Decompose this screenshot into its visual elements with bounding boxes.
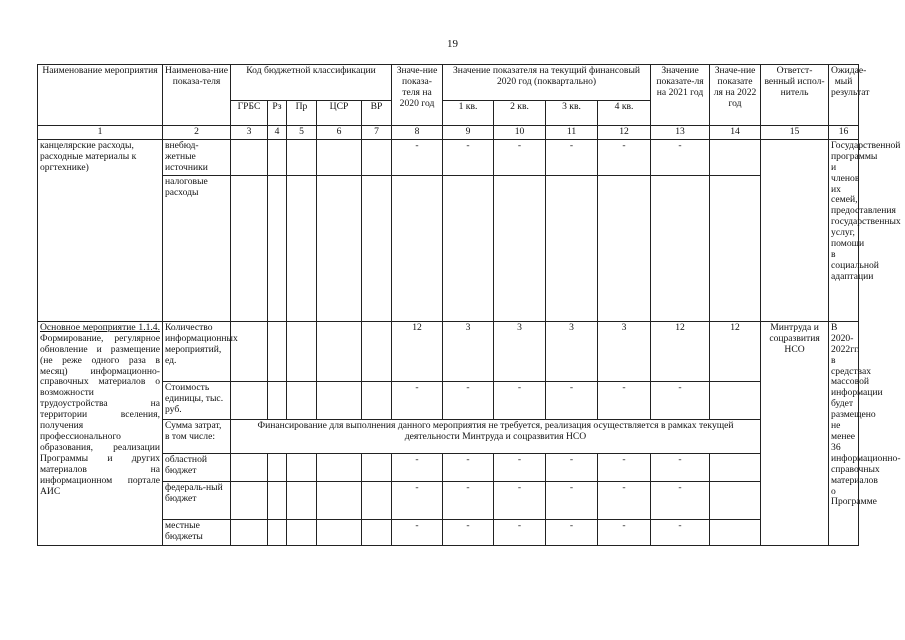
value-cell [710, 481, 761, 519]
value-cell: - [598, 381, 651, 419]
header-q2: 2 кв. [494, 101, 546, 126]
indicator-name: федераль-ный бюджет [163, 481, 231, 519]
value-cell: - [494, 139, 546, 175]
header-grbs: ГРБС [231, 101, 268, 126]
header-vr: ВР [362, 101, 392, 126]
col-number: 12 [598, 126, 651, 140]
event-name [38, 321, 163, 545]
value-cell: - [392, 139, 443, 175]
financing-note: Финансирование для выполнения данного мероприятия не требуется, реализация осуществляется в рамках текущей деятельности Минтруда и соцразвития НСО [231, 419, 761, 453]
value-cell: - [651, 519, 710, 545]
expected-result: В 2020-2022гг. в средствах массовой информации будет размещено не менее 36 информационно-справочных материалов о Программе [829, 321, 859, 545]
value-cell: - [598, 453, 651, 481]
value-cell: - [494, 381, 546, 419]
col-number: 11 [546, 126, 598, 140]
col-number: 4 [268, 126, 287, 140]
value-cell: - [443, 453, 494, 481]
col-number: 2 [163, 126, 231, 140]
value-cell: - [392, 381, 443, 419]
col-number: 16 [829, 126, 859, 140]
value-cell: - [392, 481, 443, 519]
col-number: 7 [362, 126, 392, 140]
value-cell: - [546, 519, 598, 545]
header-pr: Пр [287, 101, 317, 126]
indicator-name: налоговые расходы [163, 175, 231, 321]
table-row [38, 139, 859, 175]
column-numbers-row [38, 126, 859, 140]
indicator-name: местные бюджеты [163, 519, 231, 545]
value-cell: - [651, 381, 710, 419]
value-cell: 3 [598, 321, 651, 381]
value-cell: - [598, 519, 651, 545]
col-number: 3 [231, 126, 268, 140]
indicator-name: Сумма затрат, в том числе: [163, 419, 231, 453]
value-cell: 3 [443, 321, 494, 381]
value-cell: - [443, 481, 494, 519]
header-budget-code: Код бюджетной классификации [231, 65, 392, 101]
value-cell: - [651, 139, 710, 175]
value-cell: - [494, 481, 546, 519]
col-number: 8 [392, 126, 443, 140]
header-q4: 4 кв. [598, 101, 651, 126]
header-event-name: Наименование мероприятия [38, 65, 163, 126]
measures-table [37, 64, 901, 546]
value-cell: - [546, 139, 598, 175]
page-number: 19 [447, 38, 458, 50]
event-title: Основное мероприятие 1.1.4. [40, 321, 160, 333]
indicator-name: областной бюджет [163, 453, 231, 481]
value-cell [710, 381, 761, 419]
value-cell: - [392, 519, 443, 545]
header-result: Ожидае-мый результат [829, 65, 859, 126]
col-number: 14 [710, 126, 761, 140]
value-cell: - [546, 381, 598, 419]
value-cell: - [392, 453, 443, 481]
executor: Минтруда и соцразвития НСО [761, 321, 829, 545]
value-cell: - [494, 453, 546, 481]
value-cell: 3 [546, 321, 598, 381]
value-cell [710, 453, 761, 481]
col-number: 6 [317, 126, 362, 140]
header-csr: ЦСР [317, 101, 362, 126]
col-number: 15 [761, 126, 829, 140]
value-cell: - [546, 481, 598, 519]
header-executor: Ответст-венный испол-нитель [761, 65, 829, 126]
value-cell: 3 [494, 321, 546, 381]
header-indicator-name: Наименова-ние показа-теля [163, 65, 231, 126]
col-number: 10 [494, 126, 546, 140]
value-cell: - [651, 453, 710, 481]
value-cell: - [598, 139, 651, 175]
indicator-name: Стоимость единицы, тыс. руб. [163, 381, 231, 419]
value-cell: 12 [651, 321, 710, 381]
value-cell: - [494, 519, 546, 545]
value-cell: - [651, 481, 710, 519]
event-text: Формирование, регулярное обновление и размещение (не реже одного раза в месяц) информационно-справочных материалов о возможности трудоустройства на территории вселения, получения профессионального образования, реализации Программы и других материалов на информационном портале АИС [40, 332, 160, 497]
indicator-name: Количество информационных мероприятий, ед. [163, 321, 231, 381]
col-number: 5 [287, 126, 317, 140]
header-value-2021: Значение показате-ля на 2021 год [651, 65, 710, 126]
indicator-name: внебюд-жетные источники [163, 139, 231, 175]
col-number: 13 [651, 126, 710, 140]
value-cell: 12 [392, 321, 443, 381]
table-row [38, 321, 859, 381]
value-cell: - [546, 453, 598, 481]
value-cell: - [443, 139, 494, 175]
col-number: 9 [443, 126, 494, 140]
header-q1: 1 кв. [443, 101, 494, 126]
header-value-2020: Значе-ние показа-теля на 2020 год [392, 65, 443, 126]
header-q3: 3 кв. [546, 101, 598, 126]
header-current-year: Значение показателя на текущий финансовый 2020 год (поквартально) [443, 65, 651, 101]
header-value-2022: Значе-ние показате ля на 2022 год [710, 65, 761, 126]
expected-result: Государственной программы и членов их семей, предоставления государственных услуг, помощи в социальной адаптации [829, 139, 859, 321]
event-name: канцелярские расходы, расходные материалы к оргтехнике) [38, 139, 163, 321]
value-cell: 12 [710, 321, 761, 381]
col-number: 1 [38, 126, 163, 140]
value-cell: - [598, 481, 651, 519]
value-cell [710, 139, 761, 175]
header-rz: Рз [268, 101, 287, 126]
value-cell: - [443, 381, 494, 419]
value-cell: - [443, 519, 494, 545]
value-cell [710, 519, 761, 545]
